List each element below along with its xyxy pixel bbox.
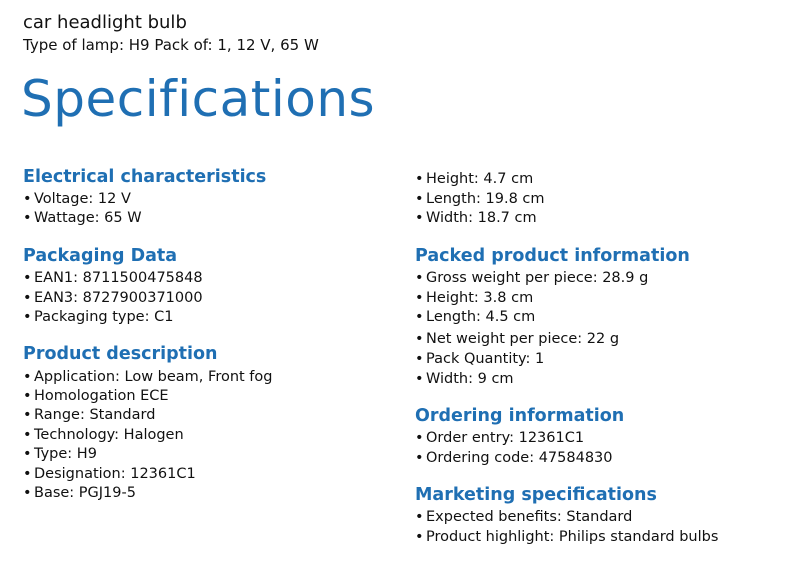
list-item: • Voltage: 12 V	[23, 191, 131, 207]
list-item: • Height: 3.8 cm	[415, 290, 534, 306]
list-item: • Length: 19.8 cm	[415, 191, 545, 207]
page-title: Specifications	[21, 70, 376, 128]
section-title-ordering: Ordering information	[415, 406, 625, 426]
list-item: • Height: 4.7 cm	[415, 171, 534, 187]
list-item: • Type: H9	[23, 446, 97, 462]
list-item: • Product highlight: Philips standard bulbs	[415, 529, 719, 545]
list-item: • Expected benefits: Standard	[415, 509, 633, 525]
section-title-product-description: Product description	[23, 344, 218, 364]
list-item: • Application: Low beam, Front fog	[23, 369, 273, 385]
section-title-electrical: Electrical characteristics	[23, 167, 267, 187]
list-item: • Range: Standard	[23, 407, 156, 423]
list-item: • Base: PGJ19-5	[23, 485, 136, 501]
list-item: • Pack Quantity: 1	[415, 351, 545, 367]
list-item: • Gross weight per piece: 28.9 g	[415, 270, 649, 286]
list-item: • Net weight per piece: 22 g	[415, 331, 620, 347]
list-item: • Wattage: 65 W	[23, 210, 142, 226]
section-title-packed-product: Packed product information	[415, 246, 690, 266]
list-item: • Designation: 12361C1	[23, 466, 196, 482]
list-item: • Length: 4.5 cm	[415, 309, 536, 325]
list-item: • Technology: Halogen	[23, 427, 184, 443]
section-title-marketing: Marketing specifications	[415, 485, 657, 505]
list-item: • Width: 18.7 cm	[415, 210, 537, 226]
list-item: • EAN3: 8727900371000	[23, 290, 203, 306]
list-item: • Ordering code: 47584830	[415, 450, 613, 466]
product-subtitle: Type of lamp: H9 Pack of: 1, 12 V, 65 W	[23, 36, 319, 54]
section-title-packaging: Packaging Data	[23, 246, 178, 266]
list-item: • EAN1: 8711500475848	[23, 270, 203, 286]
list-item: • Homologation ECE	[23, 388, 169, 404]
list-item: • Order entry: 12361C1	[415, 430, 585, 446]
list-item: • Packaging type: C1	[23, 309, 174, 325]
product-name: car headlight bulb	[23, 12, 187, 33]
list-item: • Width: 9 cm	[415, 371, 514, 387]
